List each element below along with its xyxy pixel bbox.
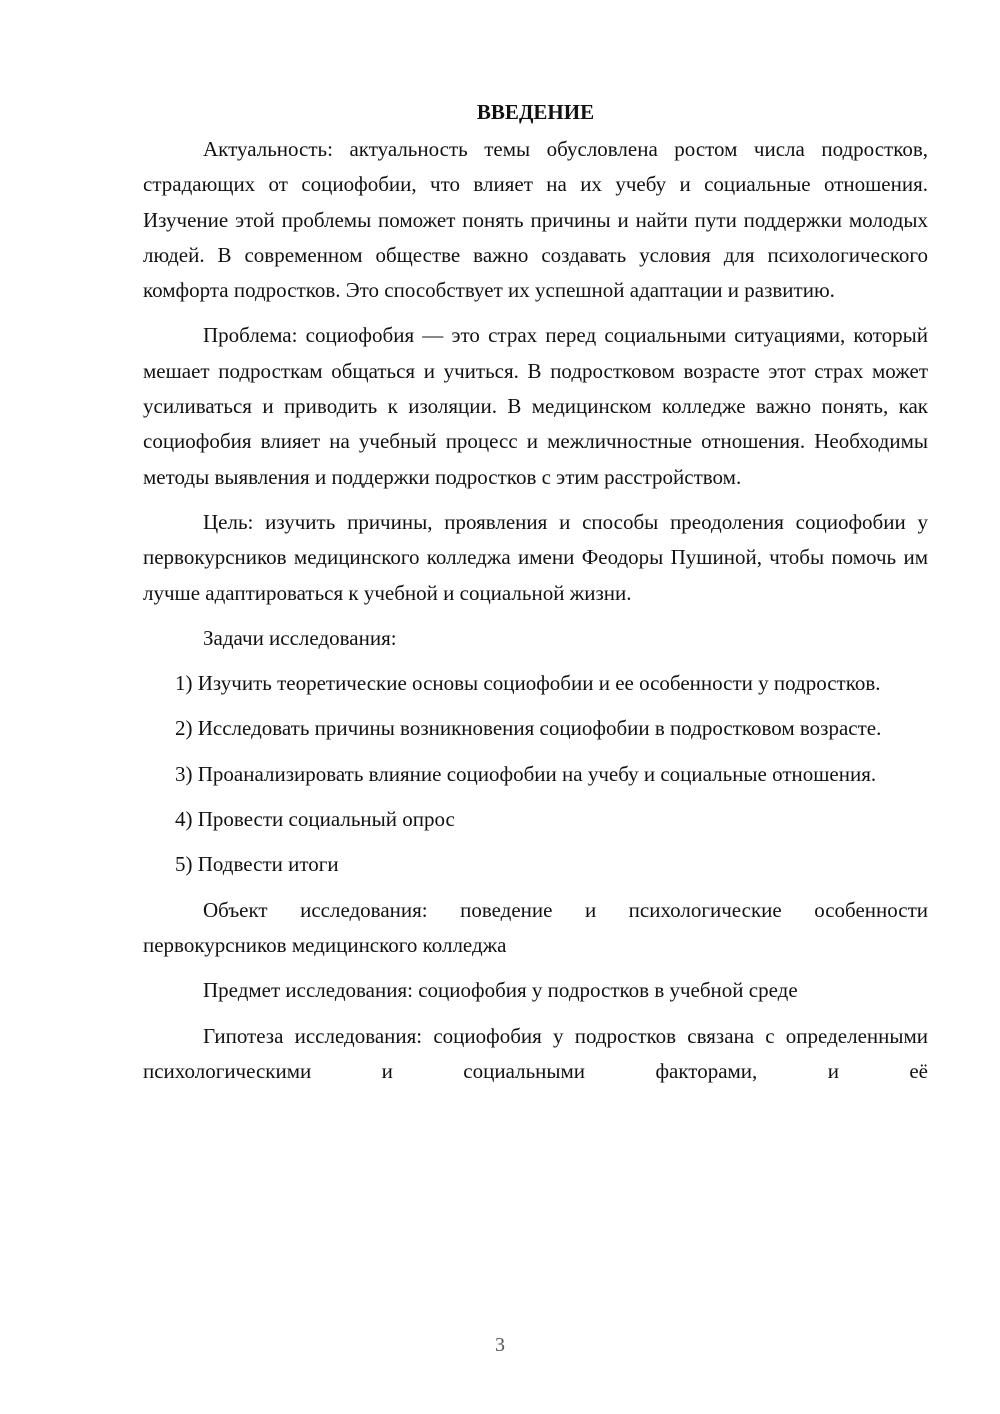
document-page (143, 96, 928, 1099)
paragraph-problem: Проблема: социофобия — это страх перед социальными ситуациями, который мешает подросткам общаться и учиться. В подростковом возрасте этот страх может усиливаться и приводить к изоляции. В медицинском колледже важно понять, как социофобия влияет на учебный процесс и межличностные отношения. Необходимы методы выявления и поддержки подростков с этим расстройством. (143, 323, 928, 489)
paragraph-relevance: Актуальность: актуальность темы обусловлена ростом числа подростков, страдающих от социофобии, что влияет на их учебу и социальные отношения. Изучение этой проблемы поможет понять причины и найти пути поддержки молодых людей. В современном обществе важно создавать условия для психологического комфорта подростков. Это способствует их успешной адаптации и развитию. (143, 137, 928, 303)
paragraph-goal: Цель: изучить причины, проявления и способы преодоления социофобии у первокурсников медицинского колледжа имени Феодоры Пушиной, чтобы помочь им лучше адаптироваться к учебной и социальной жизни. (143, 509, 928, 605)
task-item-4: 4) Провести социальный опрос (175, 807, 455, 832)
task-item-3: 3) Проанализировать влияние социофобии на учебу и социальные отношения. (175, 761, 877, 786)
paragraph-hypothesis: Гипотеза исследования: социофобия у подростков связана с определенными психологическими и социальными факторами, и её (143, 1023, 928, 1083)
tasks-intro: Задачи исследования: (203, 625, 397, 650)
task-item-2: 2) Исследовать причины возникновения социофобии в подростковом возрасте. (175, 716, 882, 741)
task-item-1: 1) Изучить теоретические основы социофобии и ее особенности у подростков. (175, 671, 881, 696)
task-item-5: 5) Подвести итоги (175, 852, 339, 877)
page-title: ВВЕДЕНИЕ (476, 100, 595, 124)
page-number: 3 (495, 1334, 505, 1356)
paragraph-subject: Предмет исследования: социофобия у подростков в учебной среде (203, 978, 798, 1003)
paragraph-object: Объект исследования: поведение и психологические особенности первокурсников медицинского колледжа (143, 897, 928, 957)
